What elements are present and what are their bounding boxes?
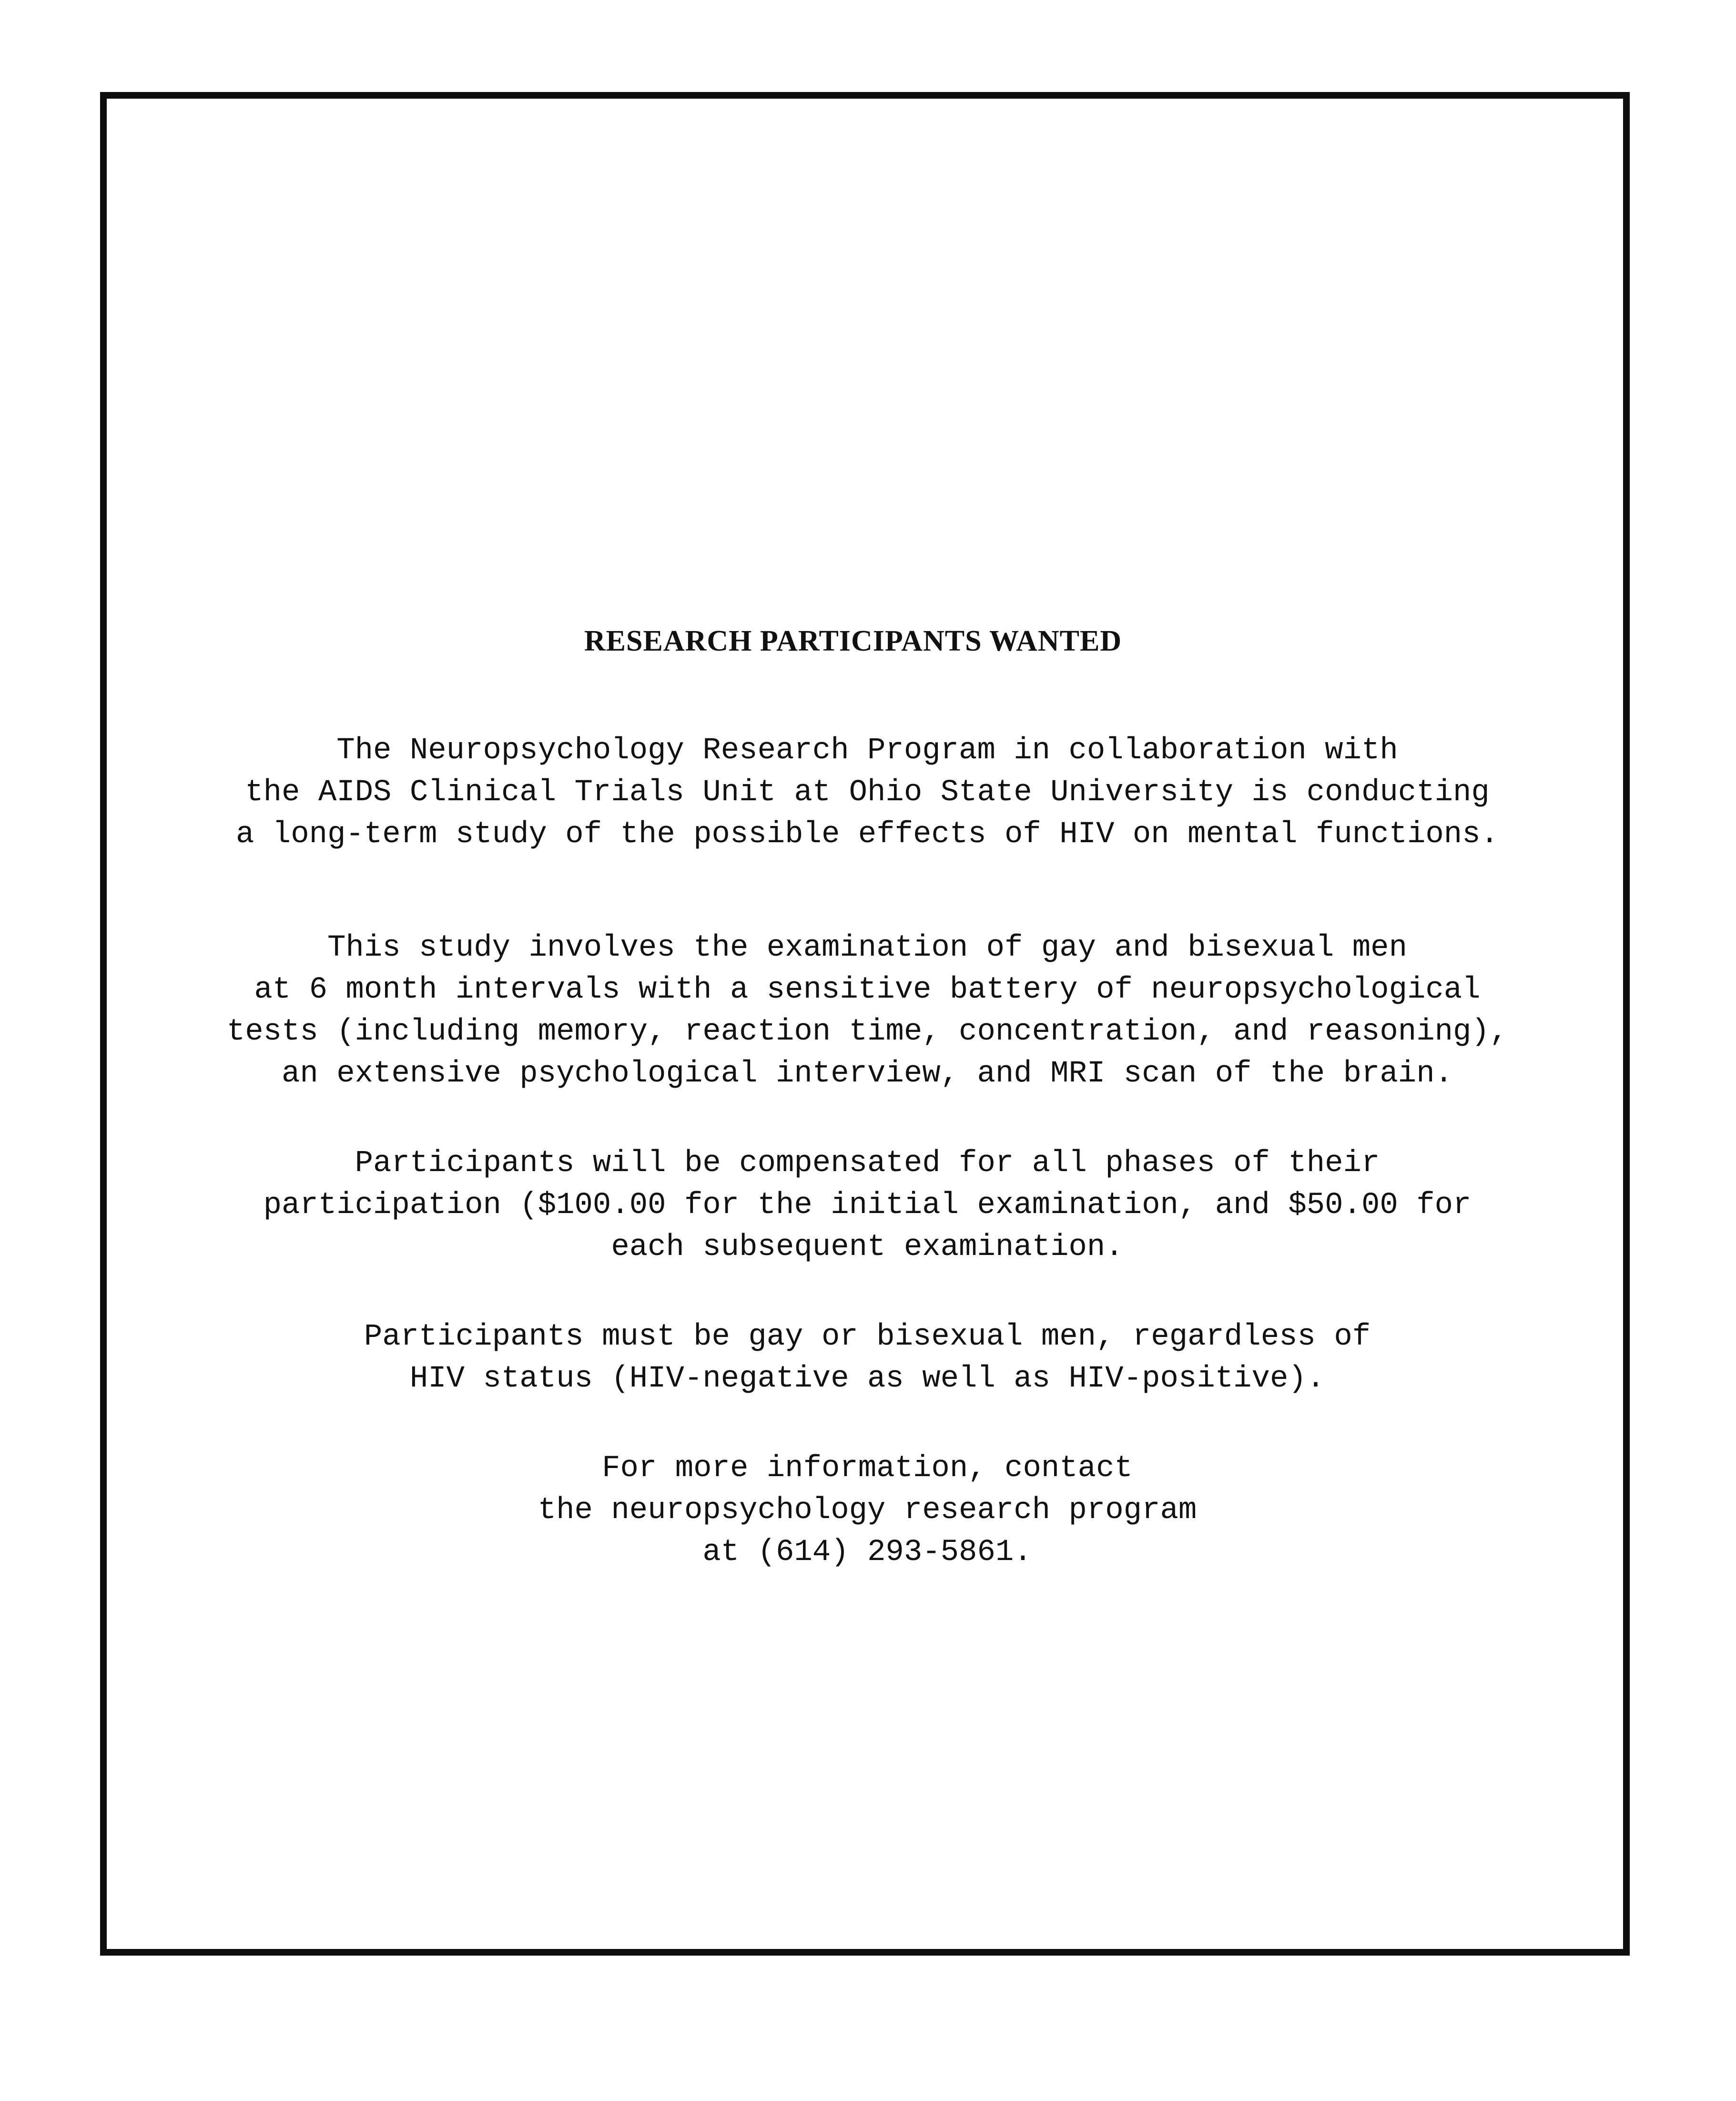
text-line: Participants will be compensated for all phases of their [355, 1146, 1380, 1181]
text-line: the AIDS Clinical Trials Unit at Ohio State University is conducting [245, 775, 1490, 810]
paragraph-study-description [143, 927, 1592, 1095]
text-line: the neuropsychology research program [538, 1493, 1197, 1528]
paragraph-study-intro [143, 730, 1592, 856]
text-line: participation ($100.00 for the initial examination, and $50.00 for [263, 1188, 1472, 1223]
paragraph-eligibility [143, 1316, 1592, 1400]
text-line: tests (including memory, reaction time, concentration, and reasoning), [226, 1015, 1508, 1049]
text-line: The Neuropsychology Research Program in collaboration with [336, 734, 1398, 768]
text-line: a long-term study of the possible effects of HIV on mental functions. [235, 817, 1499, 852]
contact-phone: at (614) 293-5861. [702, 1535, 1032, 1570]
flyer-heading: RESEARCH PARTICIPANTS WANTED [584, 625, 1122, 657]
paragraph-compensation [143, 1142, 1592, 1268]
text-line: For more information, contact [602, 1451, 1133, 1486]
text-line: an extensive psychological interview, and MRI scan of the brain. [282, 1057, 1453, 1091]
text-line: HIV status (HIV-negative as well as HIV-positive). [409, 1362, 1325, 1396]
text-line: Participants must be gay or bisexual men, regardless of [364, 1320, 1371, 1354]
paragraph-contact [143, 1448, 1592, 1573]
text-line: at 6 month intervals with a sensitive battery of neuropsychological [254, 973, 1481, 1007]
flyer-content [143, 624, 1592, 1573]
text-line: This study involves the examination of gay and bisexual men [327, 931, 1407, 965]
text-line: each subsequent examination. [611, 1230, 1124, 1265]
